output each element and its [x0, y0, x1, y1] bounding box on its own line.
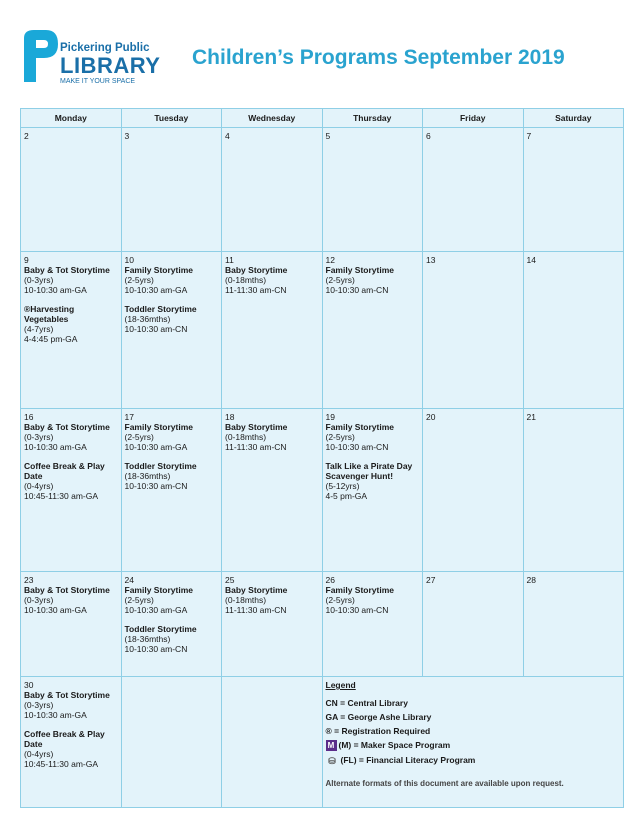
financial-literacy-icon: ⛁ — [328, 755, 336, 766]
program-entry — [125, 461, 219, 491]
day-number: 3 — [124, 131, 130, 141]
program-time: 10-10:30 am-CN — [325, 605, 389, 615]
calendar-cell — [423, 128, 524, 252]
program-entry — [24, 422, 118, 452]
calendar-cell — [21, 128, 122, 252]
program-name: Family Storytime — [325, 585, 394, 595]
program-age: (4-7yrs) — [24, 324, 54, 334]
program-time: 11-11:30 am-CN — [225, 285, 287, 295]
program-time: 10-10:30 am-CN — [325, 285, 389, 295]
calendar-cell — [121, 409, 222, 572]
program-entry — [125, 624, 219, 654]
day-number: 24 — [124, 575, 134, 585]
calendar-cell — [121, 572, 222, 677]
program-name: Baby & Tot Storytime — [24, 690, 110, 700]
week-row — [21, 409, 624, 572]
program-time: 10:45-11:30 am-GA — [24, 491, 99, 501]
program-age: (2-5yrs) — [325, 275, 355, 285]
program-time: 10-10:30 am-GA — [24, 285, 87, 295]
program-name: Baby & Tot Storytime — [24, 422, 110, 432]
program-time: 10-10:30 am-GA — [24, 710, 87, 720]
program-name: Coffee Break & Play Date — [24, 461, 105, 481]
program-time: 10-10:30 am-GA — [124, 605, 188, 615]
alternate-formats-note: Alternate formats of this document are available upon request. — [325, 778, 564, 788]
program-age: (18-36mths) — [124, 471, 171, 481]
program-age: (0-18mths) — [225, 595, 267, 605]
program-age: (2-5yrs) — [325, 595, 355, 605]
day-number: 30 — [24, 680, 34, 690]
day-header: Saturday — [523, 109, 624, 128]
program-entry — [24, 461, 118, 501]
day-number: 7 — [526, 131, 532, 141]
program-time: 11-11:30 am-CN — [225, 605, 287, 615]
calendar-cell — [423, 572, 524, 677]
day-number: 27 — [426, 575, 436, 585]
day-number: 25 — [225, 575, 235, 585]
program-name: Talk Like a Pirate Day Scavenger Hunt! — [325, 461, 413, 481]
program-age: (0-18mths) — [225, 432, 267, 442]
calendar-cell — [322, 252, 423, 409]
library-logo — [20, 28, 161, 88]
legend-title: Legend — [325, 680, 356, 690]
day-number: 20 — [426, 412, 436, 422]
program-name: Toddler Storytime — [124, 461, 197, 471]
program-time: 10-10:30 am-CN — [124, 644, 188, 654]
legend-item: ® = Registration Required — [325, 726, 431, 736]
day-number: 28 — [526, 575, 536, 585]
calendar-cell — [523, 572, 624, 677]
program-age: (0-18mths) — [225, 275, 267, 285]
program-time: 10-10:30 am-CN — [124, 481, 188, 491]
day-number: 10 — [124, 255, 134, 265]
calendar-cell — [322, 409, 423, 572]
calendar-cell — [523, 128, 624, 252]
program-age: (2-5yrs) — [325, 432, 355, 442]
day-number: 12 — [325, 255, 335, 265]
program-entry — [125, 585, 219, 615]
calendar-cell — [322, 128, 423, 252]
program-name: Toddler Storytime — [124, 304, 197, 314]
program-time: 4-5 pm-GA — [325, 491, 368, 501]
calendar-cell — [222, 572, 323, 677]
library-logo-icon — [20, 28, 60, 84]
calendar-cell — [423, 252, 524, 409]
calendar-cell — [222, 128, 323, 252]
program-entry — [24, 729, 118, 769]
program-name: Family Storytime — [124, 585, 193, 595]
program-entry — [24, 690, 118, 720]
program-age: (18-36mths) — [124, 634, 171, 644]
program-entry — [225, 265, 319, 295]
program-name: Coffee Break & Play Date — [24, 729, 105, 749]
day-header: Friday — [423, 109, 524, 128]
program-time: 10-10:30 am-GA — [24, 442, 87, 452]
legend-item-financial — [326, 755, 621, 766]
program-age: (18-36mths) — [124, 314, 171, 324]
program-time: 10-10:30 am-GA — [24, 605, 87, 615]
calendar-cell — [222, 409, 323, 572]
calendar-cell — [21, 252, 122, 409]
calendar-cell — [121, 677, 222, 808]
program-age: (2-5yrs) — [124, 432, 154, 442]
program-age: (5-12yrs) — [325, 481, 360, 491]
calendar-cell — [21, 572, 122, 677]
program-name: Baby & Tot Storytime — [24, 265, 110, 275]
day-number: 19 — [325, 412, 335, 422]
day-number: 16 — [24, 412, 34, 422]
program-time: 10-10:30 am-GA — [124, 285, 188, 295]
program-entry — [24, 585, 118, 615]
day-number: 9 — [24, 255, 29, 265]
program-name: Family Storytime — [124, 265, 193, 275]
program-entry — [125, 422, 219, 452]
logo-name: Pickering Public — [60, 42, 150, 54]
calendar-cell — [423, 409, 524, 572]
program-time: 11-11:30 am-CN — [225, 442, 287, 452]
program-name: Family Storytime — [325, 422, 394, 432]
calendar-body — [21, 128, 624, 808]
program-time: 10-10:30 am-GA — [124, 442, 188, 452]
program-name: Baby Storytime — [225, 422, 288, 432]
calendar-cell — [222, 252, 323, 409]
calendar-cell — [523, 252, 624, 409]
calendar-cell — [121, 252, 222, 409]
legend-financial-text: (FL) = Financial Literacy Program — [340, 755, 476, 766]
program-age: (0-3yrs) — [24, 700, 54, 710]
program-name: Baby Storytime — [225, 585, 288, 595]
legend-cell — [322, 677, 624, 808]
logo-library: LIBRARY — [60, 53, 161, 78]
calendar-cell — [21, 409, 122, 572]
day-header: Tuesday — [121, 109, 222, 128]
program-entry — [225, 422, 319, 452]
program-entry — [24, 304, 118, 344]
day-number: 13 — [426, 255, 436, 265]
legend-item: CN = Central Library — [325, 698, 408, 708]
program-entry — [326, 585, 420, 615]
calendar-table — [20, 108, 624, 808]
program-entry — [125, 304, 219, 334]
program-time: 10-10:30 am-CN — [325, 442, 389, 452]
week-row — [21, 572, 624, 677]
program-name: Baby Storytime — [225, 265, 288, 275]
program-entry — [326, 422, 420, 452]
page-title: Children’s Programs September 2019 — [192, 46, 565, 69]
calendar-cell — [523, 409, 624, 572]
day-header: Monday — [21, 109, 122, 128]
calendar-cell — [121, 128, 222, 252]
program-age: (0-4yrs) — [24, 749, 54, 759]
program-name: Family Storytime — [325, 265, 394, 275]
program-age: (0-3yrs) — [24, 595, 54, 605]
program-age: (0-3yrs) — [24, 432, 54, 442]
maker-space-icon: M — [326, 740, 337, 751]
day-number: 11 — [225, 255, 234, 265]
program-entry — [326, 265, 420, 295]
logo-tagline: MAKE IT YOUR SPACE — [60, 78, 136, 85]
program-name: Family Storytime — [124, 422, 193, 432]
day-number: 17 — [124, 412, 134, 422]
week-row — [21, 677, 624, 808]
program-entry — [326, 461, 420, 501]
day-header: Thursday — [322, 109, 423, 128]
day-number: 21 — [526, 412, 536, 422]
day-number: 2 — [24, 131, 29, 141]
day-number: 18 — [225, 412, 235, 422]
day-header: Wednesday — [222, 109, 323, 128]
calendar-cell — [21, 677, 122, 808]
week-row — [21, 252, 624, 409]
program-name: Baby & Tot Storytime — [24, 585, 110, 595]
program-name: Toddler Storytime — [124, 624, 197, 634]
calendar-cell — [322, 572, 423, 677]
day-number: 4 — [225, 131, 230, 141]
calendar-header-row — [21, 109, 624, 128]
day-number: 14 — [526, 255, 536, 265]
program-age: (0-3yrs) — [24, 275, 54, 285]
program-age: (2-5yrs) — [124, 275, 154, 285]
program-entry — [225, 585, 319, 615]
day-number: 23 — [24, 575, 34, 585]
day-number: 6 — [426, 131, 431, 141]
program-time: 4-4:45 pm-GA — [24, 334, 78, 344]
program-entry — [24, 265, 118, 295]
legend-item-maker — [326, 740, 621, 751]
program-age: (0-4yrs) — [24, 481, 54, 491]
program-age: (2-5yrs) — [124, 595, 154, 605]
week-row — [21, 128, 624, 252]
calendar-cell — [222, 677, 323, 808]
legend-maker-text: (M) = Maker Space Program — [338, 740, 451, 750]
legend-item: GA = George Ashe Library — [325, 712, 432, 722]
program-time: 10:45-11:30 am-GA — [24, 759, 99, 769]
day-number: 26 — [325, 575, 335, 585]
program-entry — [125, 265, 219, 295]
program-time: 10-10:30 am-CN — [124, 324, 188, 334]
program-name: ®Harvesting Vegetables — [24, 304, 75, 324]
day-number: 5 — [325, 131, 331, 141]
